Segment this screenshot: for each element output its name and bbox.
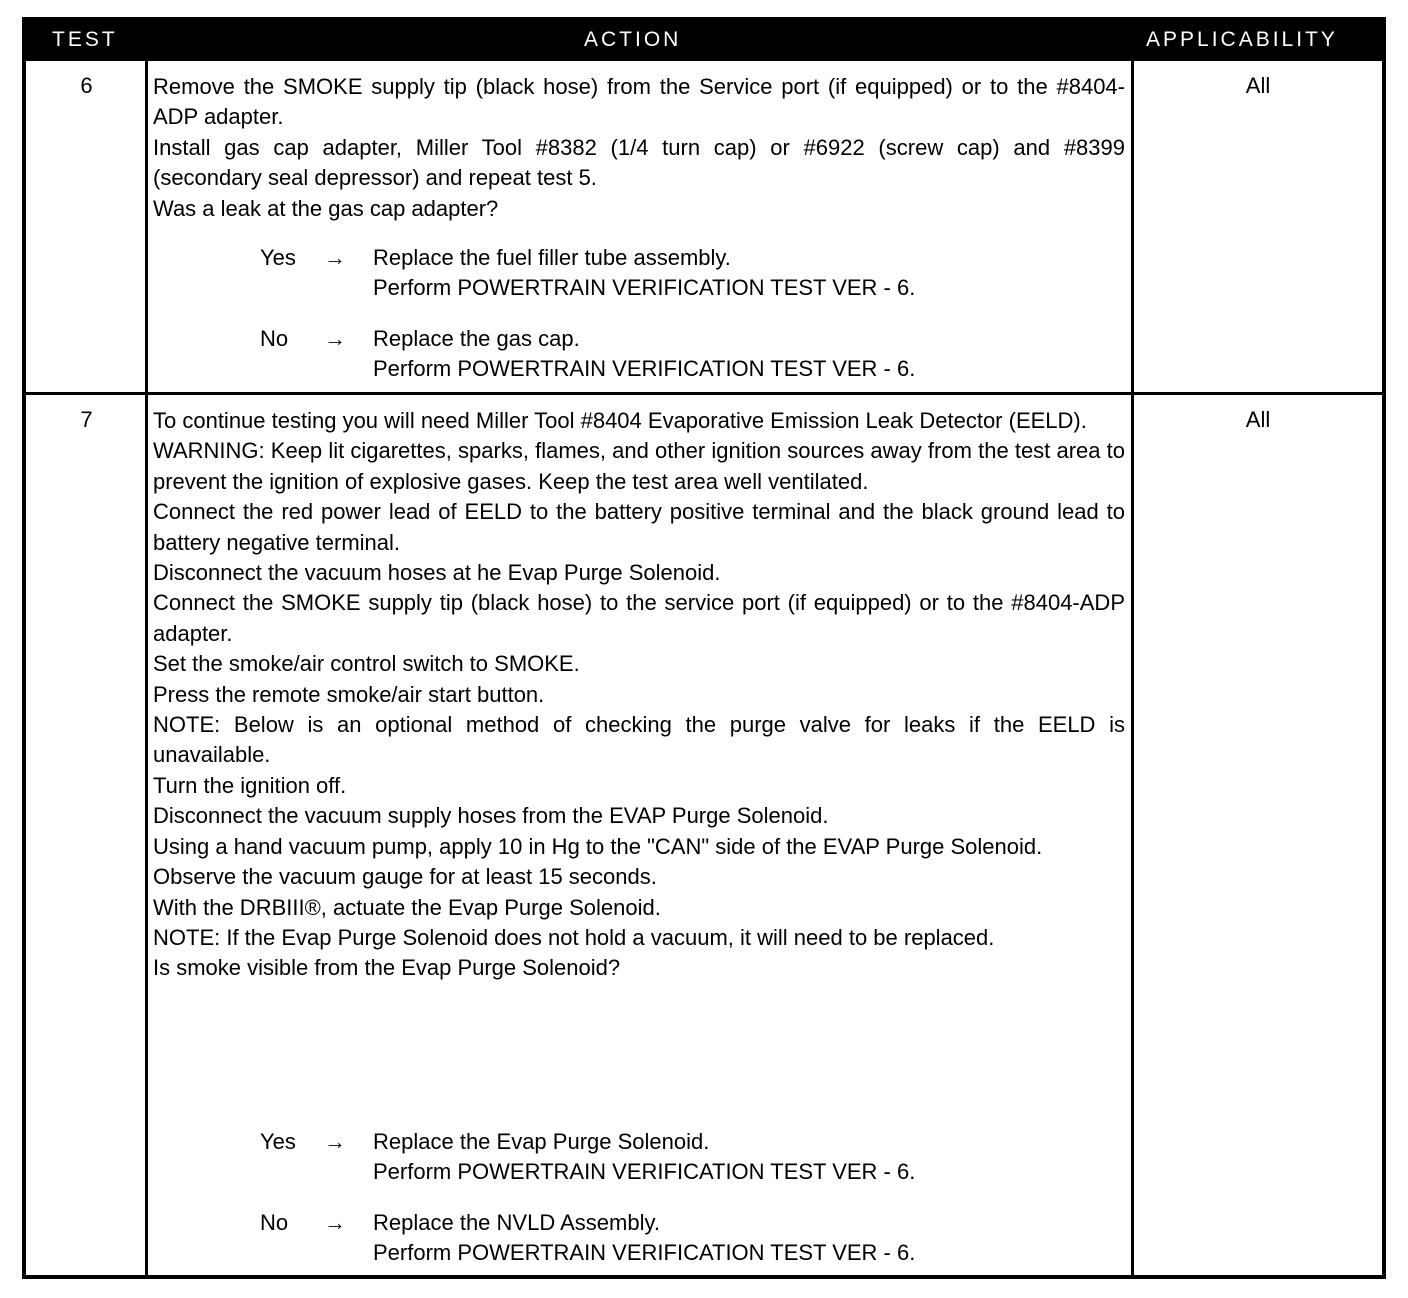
result-text (373, 1208, 915, 1269)
diagnostic-table (22, 17, 1386, 1279)
action-paragraph: NOTE: Below is an optional method of checking the purge valve for leaks if the EELD is unavailable. (153, 712, 1125, 768)
test-number: 6 (80, 73, 93, 98)
action-paragraph: Remove the SMOKE supply tip (black hose) from the Service port (if equipped) or to the #8404-ADP adapter. (153, 74, 1125, 130)
result-line: Perform POWERTRAIN VERIFICATION TEST VER - 6. (373, 275, 916, 301)
answer-label: Yes (260, 245, 296, 270)
arrow-right-icon: → (324, 1129, 346, 1154)
action-paragraph: Disconnect the vacuum supply hoses from the EVAP Purge Solenoid. (153, 803, 829, 829)
action-text (153, 72, 1125, 224)
header-applicability: APPLICABILITY (1146, 28, 1338, 51)
result-line: Replace the NVLD Assembly. (373, 1210, 660, 1235)
header-test: TEST (52, 28, 118, 51)
result-line: Replace the fuel filler tube assembly. (373, 245, 731, 270)
column-divider (145, 61, 148, 1275)
result-line: Perform POWERTRAIN VERIFICATION TEST VER - 6. (373, 1159, 916, 1185)
action-paragraph: Connect the red power lead of EELD to the battery positive terminal and the black ground lead to battery negative terminal. (153, 499, 1125, 555)
column-divider (1131, 61, 1134, 1275)
table-header (26, 21, 1382, 61)
answer-label: No (260, 326, 289, 351)
arrow-right-icon: → (324, 326, 346, 351)
result-line: Replace the Evap Purge Solenoid. (373, 1129, 710, 1154)
answer-label: No (260, 1210, 289, 1235)
row-divider (26, 392, 1382, 395)
result-text (373, 1127, 915, 1188)
action-paragraph: Press the remote smoke/air start button. (153, 681, 545, 707)
test-number: 7 (80, 407, 93, 432)
action-paragraph: Set the smoke/air control switch to SMOKE. (153, 651, 580, 677)
arrow-right-icon: → (324, 245, 346, 270)
result-line: Perform POWERTRAIN VERIFICATION TEST VER - 6. (373, 1240, 916, 1266)
action-paragraph: NOTE: If the Evap Purge Solenoid does not hold a vacuum, it will need to be replaced. (153, 924, 995, 950)
action-paragraph: Observe the vacuum gauge for at least 15 seconds. (153, 864, 657, 890)
action-paragraph: Is smoke visible from the Evap Purge Solenoid? (153, 955, 621, 981)
applicability-value: All (1245, 407, 1271, 432)
action-paragraph: With the DRBIII®, actuate the Evap Purge Solenoid. (153, 894, 661, 920)
arrow-right-icon: → (324, 1210, 346, 1235)
result-line: Perform POWERTRAIN VERIFICATION TEST VER - 6. (373, 356, 916, 382)
result-text (373, 324, 915, 385)
applicability-value: All (1245, 73, 1271, 98)
action-paragraph: Disconnect the vacuum hoses at he Evap Purge Solenoid. (153, 560, 721, 586)
action-paragraph: Connect the SMOKE supply tip (black hose) to the service port (if equipped) or to the #8404-ADP adapter. (153, 590, 1125, 646)
result-line: Replace the gas cap. (373, 326, 580, 351)
answer-label: Yes (260, 1129, 296, 1154)
action-paragraph: To continue testing you will need Miller Tool #8404 Evaporative Emission Leak Detector (EELD). (153, 408, 1087, 433)
action-paragraph: Install gas cap adapter, Miller Tool #8382 (1/4 turn cap) or #6922 (screw cap) and #8399 (secondary seal depressor) and repeat test 5. (153, 134, 1125, 191)
result-text (373, 243, 915, 304)
action-text (153, 406, 1125, 984)
action-paragraph: Was a leak at the gas cap adapter? (153, 195, 499, 221)
action-paragraph: Using a hand vacuum pump, apply 10 in Hg to the "CAN" side of the EVAP Purge Solenoid. (153, 833, 1043, 859)
action-paragraph: WARNING: Keep lit cigarettes, sparks, flames, and other ignition sources away from the test area to prevent the ignition of explosive gases. Keep the test area well ventilated. (153, 438, 1125, 494)
action-paragraph: Turn the ignition off. (153, 772, 347, 798)
header-action: ACTION (584, 28, 682, 51)
